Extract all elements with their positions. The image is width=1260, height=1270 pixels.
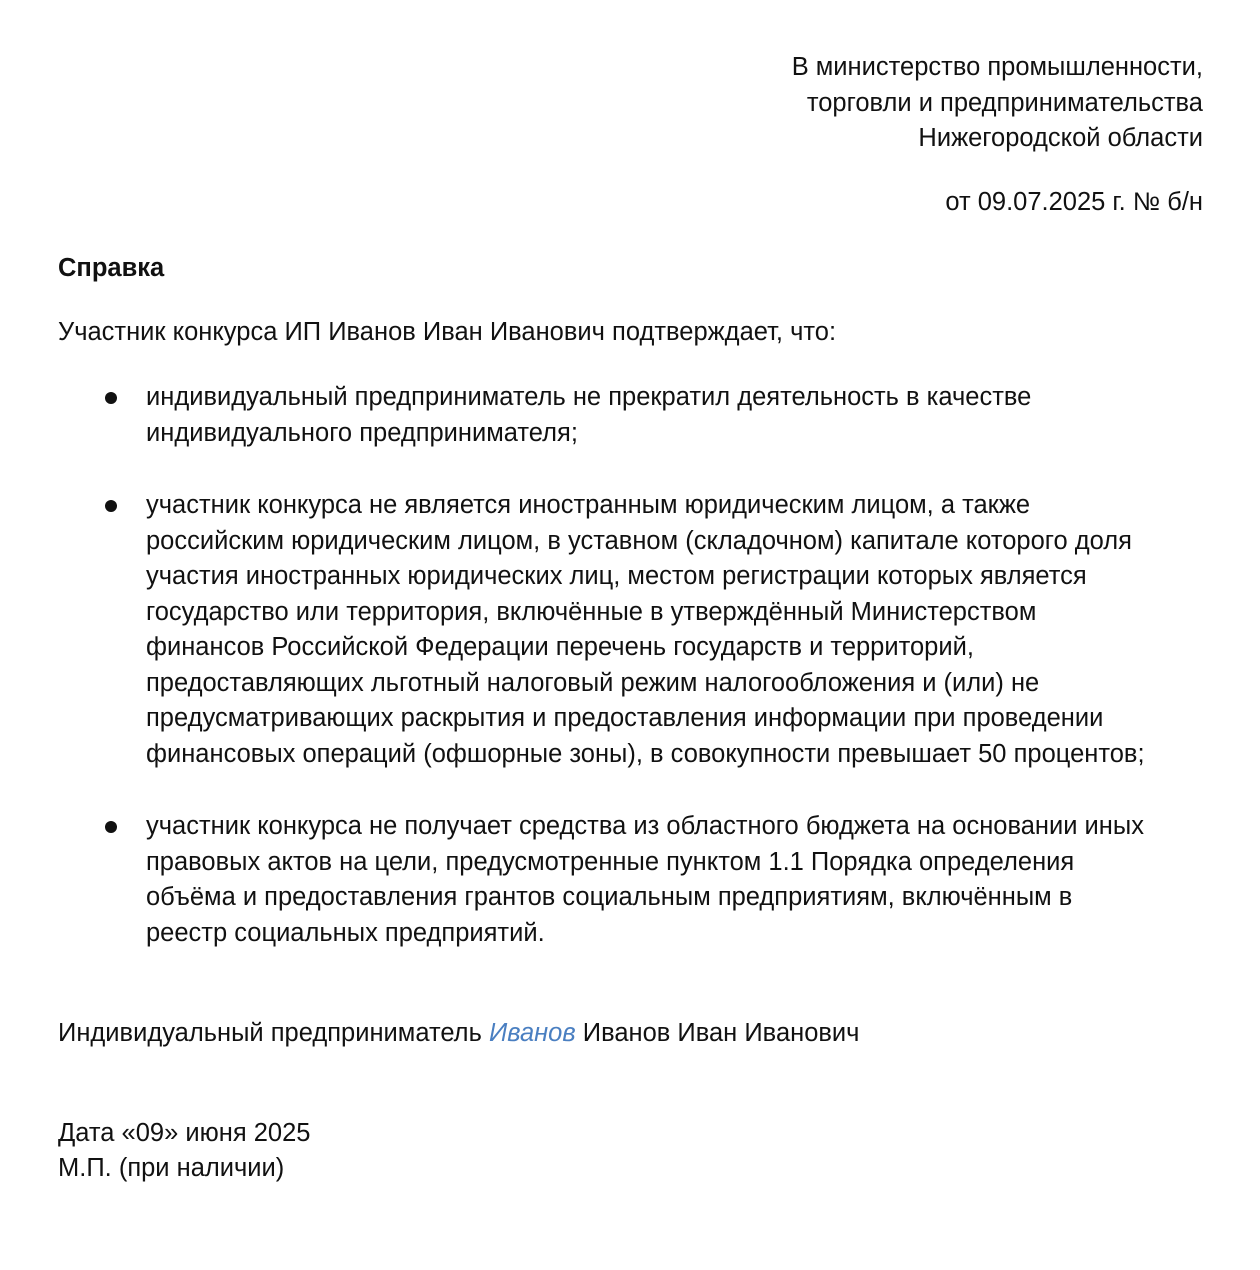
list-item-line: реестр социальных предприятий. bbox=[146, 918, 545, 947]
list-item-line: государство или территория, включённые в утверждённый Министерством bbox=[146, 597, 1037, 626]
signature-label: Индивидуальный предприниматель bbox=[58, 1019, 482, 1047]
list-item-line: российским юридическим лицом, в уставном (складочном) капитале которого доля bbox=[146, 526, 1132, 555]
bullet-icon bbox=[101, 380, 121, 415]
list-item-line: предусматривающих раскрытия и предоставления информации при проведении bbox=[146, 704, 1104, 732]
stamp-note: М.П. (при наличии) bbox=[58, 1154, 285, 1182]
handwritten-signature: Иванов bbox=[488, 1019, 576, 1047]
addressee-line: Нижегородской области bbox=[918, 124, 1203, 152]
bullet-icon bbox=[101, 809, 121, 844]
list-item-text bbox=[146, 488, 1216, 772]
list-item-line: предоставляющих льготный налоговый режим налогообложения и (или) не bbox=[146, 668, 1040, 697]
list-item-line: участник конкурса не является иностранным юридическим лицом, а также bbox=[146, 491, 1031, 519]
list-item-line: объёма и предоставления грантов социальным предприятиям, включённым в bbox=[146, 883, 1073, 911]
list-item-line: правовых актов на цели, предусмотренные пунктом 1.1 Порядка определения bbox=[146, 847, 1075, 876]
addressee-block bbox=[792, 50, 1203, 157]
list-item-line: индивидуальный предприниматель не прекратил деятельность в качестве bbox=[146, 383, 1032, 411]
signature-line bbox=[58, 1016, 859, 1052]
signer-name: Иванов Иван Иванович bbox=[582, 1019, 860, 1047]
list-item-line: индивидуального предпринимателя; bbox=[146, 418, 578, 447]
document-title: Справка bbox=[58, 254, 165, 282]
addressee-line: торговли и предпринимательства bbox=[806, 88, 1203, 117]
list-item-line: финансов Российской Федерации перечень государств и территорий, bbox=[146, 633, 974, 661]
list-item-text bbox=[146, 380, 1216, 451]
signing-date: Дата «09» июня 2025 bbox=[58, 1119, 311, 1147]
document-date: от 09.07.2025 г. № б/н bbox=[945, 188, 1203, 216]
addressee-line: В министерство промышленности, bbox=[791, 53, 1203, 81]
list-item-text bbox=[146, 809, 1216, 951]
list-item-line: участник конкурса не получает средства из областного бюджета на основании иных bbox=[146, 812, 1144, 840]
intro-paragraph: Участник конкурса ИП Иванов Иван Иванович подтверждает, что: bbox=[58, 318, 837, 346]
list-item-line: финансовых операций (офшорные зоны), в совокупности превышает 50 процентов; bbox=[146, 739, 1145, 768]
bullet-icon bbox=[101, 488, 121, 523]
list-item-line: участия иностранных юридических лиц, местом регистрации которых является bbox=[146, 562, 1087, 590]
